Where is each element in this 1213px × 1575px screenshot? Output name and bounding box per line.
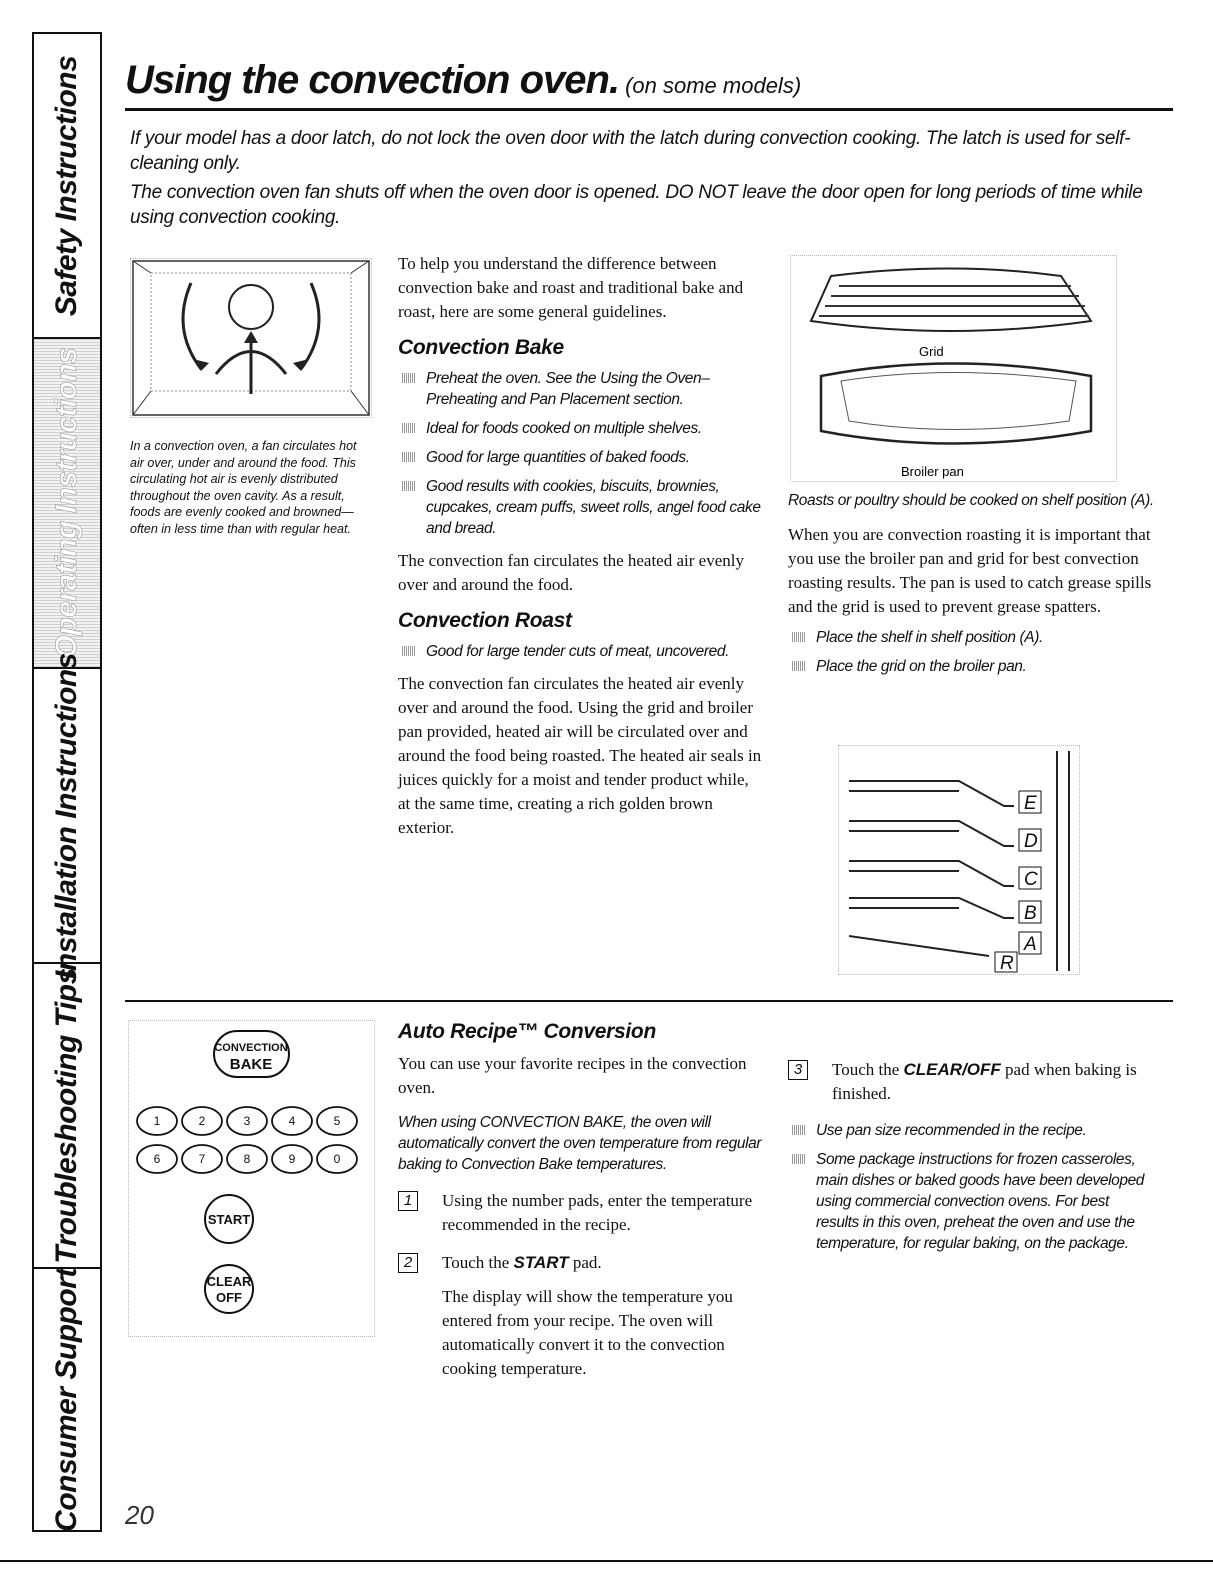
bottom-rule: [0, 1560, 1213, 1562]
convection-roast-heading: Convection Roast: [398, 609, 572, 632]
digit-key-label: 3: [243, 1114, 251, 1128]
tab-operating-instructions[interactable]: [34, 339, 100, 669]
start-key-reference: START: [513, 1253, 569, 1272]
step-text: pad when baking is finished.: [832, 1060, 1137, 1103]
bake-bullet: Good results with cookies, biscuits, brownies, cupcakes, cream puffs, sweet rolls, angel food cake and bread.: [398, 476, 763, 539]
number-keypad: [137, 1107, 357, 1173]
convection-bake-heading: Convection Bake: [398, 336, 564, 359]
bake-fan-text: The convection fan circulates the heated air evenly over and around the food.: [398, 551, 744, 594]
tab-label: Troubleshooting Tips: [50, 967, 83, 1264]
shelf-label: D: [1024, 831, 1038, 852]
convection-fan-diagram: [130, 258, 372, 418]
auto-recipe-right-column: [788, 1058, 1148, 1262]
shelf-label: R: [1000, 953, 1014, 974]
clear-off-key-reference: CLEAR/OFF: [903, 1060, 1001, 1079]
tab-troubleshooting-tips[interactable]: [34, 964, 100, 1269]
step-item: [788, 1058, 1148, 1106]
roast-bullet: Good for large tender cuts of meat, uncovered.: [398, 641, 763, 662]
intro-fan-note: The convection oven fan shuts off when the oven door is opened. DO NOT leave the door open for long periods of time while using convection cooking.: [130, 182, 1143, 228]
digit-key-label: 6: [153, 1152, 161, 1166]
digit-key-label: 9: [288, 1152, 296, 1166]
fan-diagram-caption: In a convection oven, a fan circulates hot air over, under and around the food. This circulating hot air is evenly distributed throughout the oven cavity. As a result, foods are evenly cooked and browned—often in less time than with regular heat.: [130, 439, 357, 536]
shelf-label: B: [1024, 903, 1037, 924]
auto-recipe-column: [398, 1020, 768, 1395]
digit-key-label: 2: [198, 1114, 206, 1128]
shelf-label: A: [1024, 934, 1037, 955]
step-item: [398, 1251, 768, 1381]
auto-recipe-bullet: Use pan size recommended in the recipe.: [788, 1120, 1148, 1141]
step-number: 3: [788, 1060, 808, 1080]
step-item: [398, 1189, 768, 1237]
section-rule: [125, 1000, 1173, 1002]
auto-recipe-note: When using CONVECTION BAKE, the oven will automatically convert the oven temperature from regular baking to Convection Bake temperatures.: [398, 1114, 762, 1173]
control-keypad-diagram: [128, 1020, 375, 1337]
roast-setup-bullet: Place the grid on the broiler pan.: [788, 656, 1158, 677]
page-subtitle: (on some models): [625, 73, 802, 98]
digit-key-label: 4: [288, 1114, 296, 1128]
tab-installation-instructions[interactable]: [34, 652, 100, 979]
digit-key-label: 8: [243, 1152, 251, 1166]
clear-key-label-line2: OFF: [216, 1290, 242, 1305]
digit-key-label: 5: [333, 1114, 341, 1128]
page-number: 20: [125, 1500, 154, 1530]
digit-key-label: 0: [333, 1152, 341, 1166]
step-number: 1: [398, 1191, 418, 1211]
broiler-pan-and-grid-diagram: [790, 255, 1117, 482]
tab-label: Safety Instructions: [50, 55, 83, 316]
convection-bake-key-line2: BAKE: [229, 1056, 273, 1073]
step-text: Touch the: [442, 1253, 514, 1272]
shelf-label: C: [1024, 869, 1038, 890]
roast-fan-text: The convection fan circulates the heated air evenly over and around the food. Using the grid and broiler pan provided, heated air will be circulated over and around the food being roasted. The heated air seals in juices quickly for a moist and tender product while, at the same time, creating a rich golden brown exterior.: [398, 674, 762, 837]
auto-recipe-heading: Auto Recipe™ Conversion: [398, 1020, 656, 1043]
start-key-label: START: [207, 1212, 251, 1227]
page-header: [125, 58, 1170, 103]
grid-label: Grid: [919, 344, 944, 359]
roasting-text: When you are convection roasting it is important that you use the broiler pan and grid for best convection roasting results. The pan is used to catch grease spills and the grid is used to prevent grease spatters.: [788, 525, 1152, 616]
shelf-label: E: [1024, 793, 1037, 814]
bake-bullet: Preheat the oven. See the Using the Oven–Preheating and Pan Placement section.: [398, 368, 763, 410]
tab-label: Operating Instructions: [50, 347, 83, 659]
roast-setup-bullet: Place the shelf in shelf position (A).: [788, 627, 1158, 648]
step-number: 2: [398, 1253, 418, 1273]
tab-consumer-support[interactable]: [34, 1269, 100, 1530]
auto-recipe-bullet: Some package instructions for frozen casseroles, main dishes or baked goods have been developed using commercial convection ovens. For best results in this oven, preheat the oven and use the temperature, for regular baking, on the package.: [788, 1149, 1148, 1254]
page-title: Using the convection oven.: [125, 58, 620, 102]
shelf-positions-diagram: [838, 745, 1080, 975]
broiler-pan-label: Broiler pan: [901, 464, 964, 479]
section-tab-strip: [32, 32, 102, 1532]
intro-latch-note: If your model has a door latch, do not lock the oven door with the latch during convection cooking. The latch is used for self-cleaning only.: [130, 128, 1131, 174]
convection-guidelines-column: [398, 252, 763, 840]
step-text: Touch the: [832, 1060, 904, 1079]
step-text: pad.: [568, 1253, 602, 1272]
guidelines-intro: To help you understand the difference between convection bake and roast and traditional bake and roast, here are some general guidelines.: [398, 254, 744, 321]
shelf-position-caption: Roasts or poultry should be cooked on shelf position (A).: [788, 492, 1154, 509]
clear-key-label-line1: CLEAR: [206, 1274, 252, 1289]
bake-bullet: Good for large quantities of baked foods.: [398, 447, 763, 468]
tab-label: Consumer Support: [50, 1267, 83, 1532]
digit-key-label: 7: [198, 1152, 206, 1166]
step-detail: The display will show the temperature you entered from your recipe. The oven will automatically convert it to the convection cooking temperature.: [442, 1287, 733, 1378]
convection-bake-key-line1: CONVECTION: [214, 1042, 288, 1054]
tab-label: Installation Instructions: [50, 652, 83, 979]
header-rule: [125, 108, 1173, 111]
convection-roast-column: [788, 490, 1158, 685]
bake-bullet: Ideal for foods cooked on multiple shelves.: [398, 418, 763, 439]
auto-recipe-intro: You can use your favorite recipes in the convection oven.: [398, 1054, 747, 1097]
tab-safety-instructions[interactable]: [34, 34, 100, 339]
step-text: Using the number pads, enter the temperature recommended in the recipe.: [442, 1191, 753, 1234]
digit-key-label: 1: [153, 1114, 161, 1128]
